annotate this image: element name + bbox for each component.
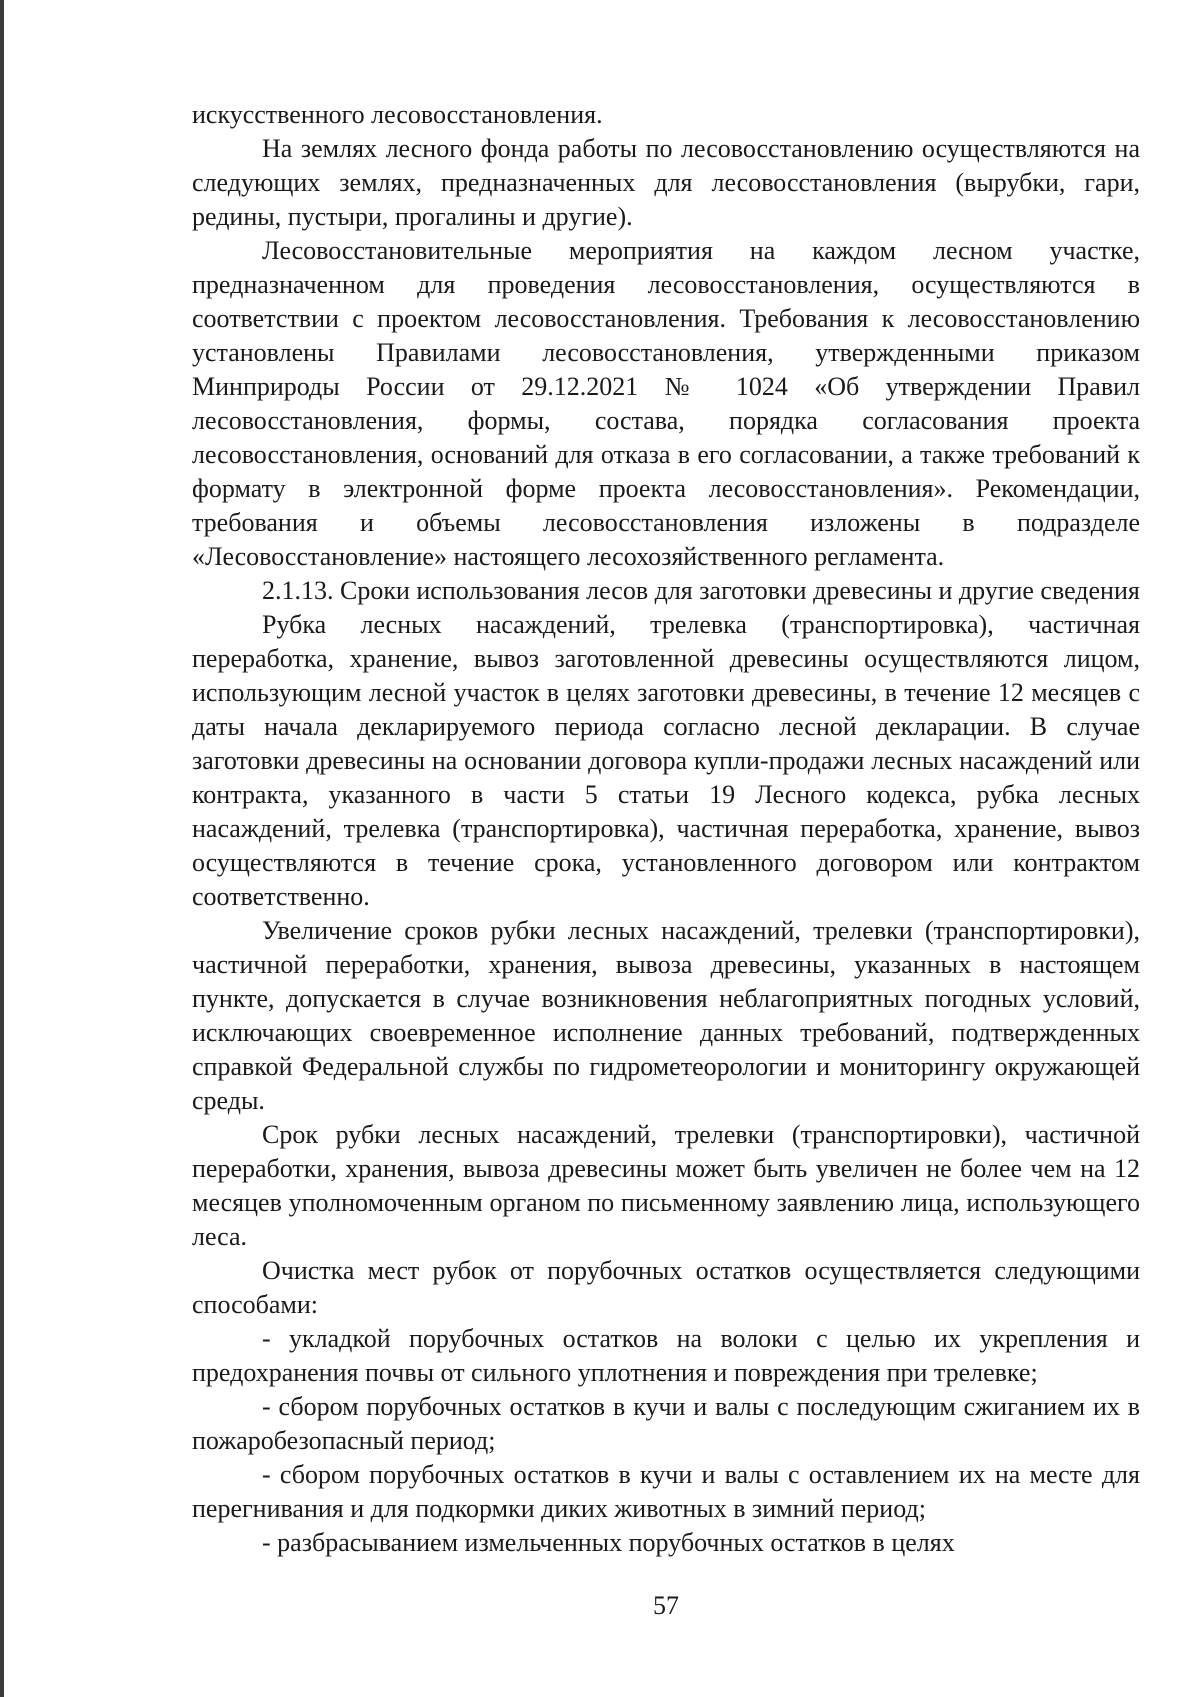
paragraph: Срок рубки лесных насаждений, трелевки (транспортировки), частичной переработки, хранения, вывоза древесины может быть увеличен не более чем на 12 месяцев уполномоченным органом по письменному заявлению лица, использующего леса. — [192, 1120, 1140, 1251]
paragraph: На землях лесного фонда работы по лесовосстановлению осуществляются на следующих землях, предназначенных для лесовосстановления (вырубки, гари, редины, пустыри, прогалины и другие). — [192, 134, 1140, 231]
list-item: - сбором порубочных остатков в кучи и валы с последующим сжиганием их в пожаробезопасный период; — [192, 1392, 1140, 1455]
paragraph: Очистка мест рубок от порубочных остатков осуществляется следующими способами: — [192, 1256, 1140, 1319]
paragraph: искусственного лесовосстановления. — [192, 100, 603, 129]
document-body — [192, 98, 1140, 1560]
list-item: - сбором порубочных остатков в кучи и валы с оставлением их на месте для перегнивания и для подкормки диких животных в зимний период; — [192, 1460, 1140, 1523]
paragraph: Лесовосстановительные мероприятия на каждом лесном участке, предназначенном для проведения лесовосстановления, осуществляются в соответствии с проектом лесовосстановления. Требования к лесовосстановлению установлены Правилами лесовосстановления, утвержденными приказом Минприроды России от 29.12.2021 № 1024 «Об утверждении Правил лесовосстановления, формы, состава, порядка согласования проекта лесовосстановления, оснований для отказа в его согласовании, а также требований к формату в электронной форме проекта лесовосстановления». Рекомендации, требования и объемы лесовосстановления изложены в подразделе «Лесовосстановление» настоящего лесохозяйственного регламента. — [192, 236, 1140, 571]
paragraph: Рубка лесных насаждений, трелевка (транспортировка), частичная переработка, хранение, вывоз заготовленной древесины осуществляются лицом, использующим лесной участок в целях заготовки древесины, в течение 12 месяцев с даты начала декларируемого периода согласно лесной декларации. В случае заготовки древесины на основании договора купли-продажи лесных насаждений или контракта, указанного в части 5 статьи 19 Лесного кодекса, рубка лесных насаждений, трелевка (транспортировка), частичная переработка, хранение, вывоз осуществляются в течение срока, установленного договором или контрактом соответственно. — [192, 610, 1140, 911]
list-item: - разбрасыванием измельченных порубочных остатков в целях — [262, 1528, 955, 1557]
scan-edge — [0, 0, 4, 1697]
list-item: - укладкой порубочных остатков на волоки с целью их укрепления и предохранения почвы от сильного уплотнения и повреждения при трелевке; — [192, 1324, 1140, 1387]
page-number: 57 — [653, 1591, 679, 1620]
paragraph: Увеличение сроков рубки лесных насаждений, трелевки (транспортировки), частичной переработки, хранения, вывоза древесины, указанных в настоящем пункте, допускается в случае возникновения неблагоприятных погодных условий, исключающих своевременное исполнение данных требований, подтвержденных справкой Федеральной службы по гидрометеорологии и мониторингу окружающей среды. — [192, 916, 1140, 1115]
section-heading: 2.1.13. Сроки использования лесов для заготовки древесины и другие сведения — [262, 576, 1140, 605]
